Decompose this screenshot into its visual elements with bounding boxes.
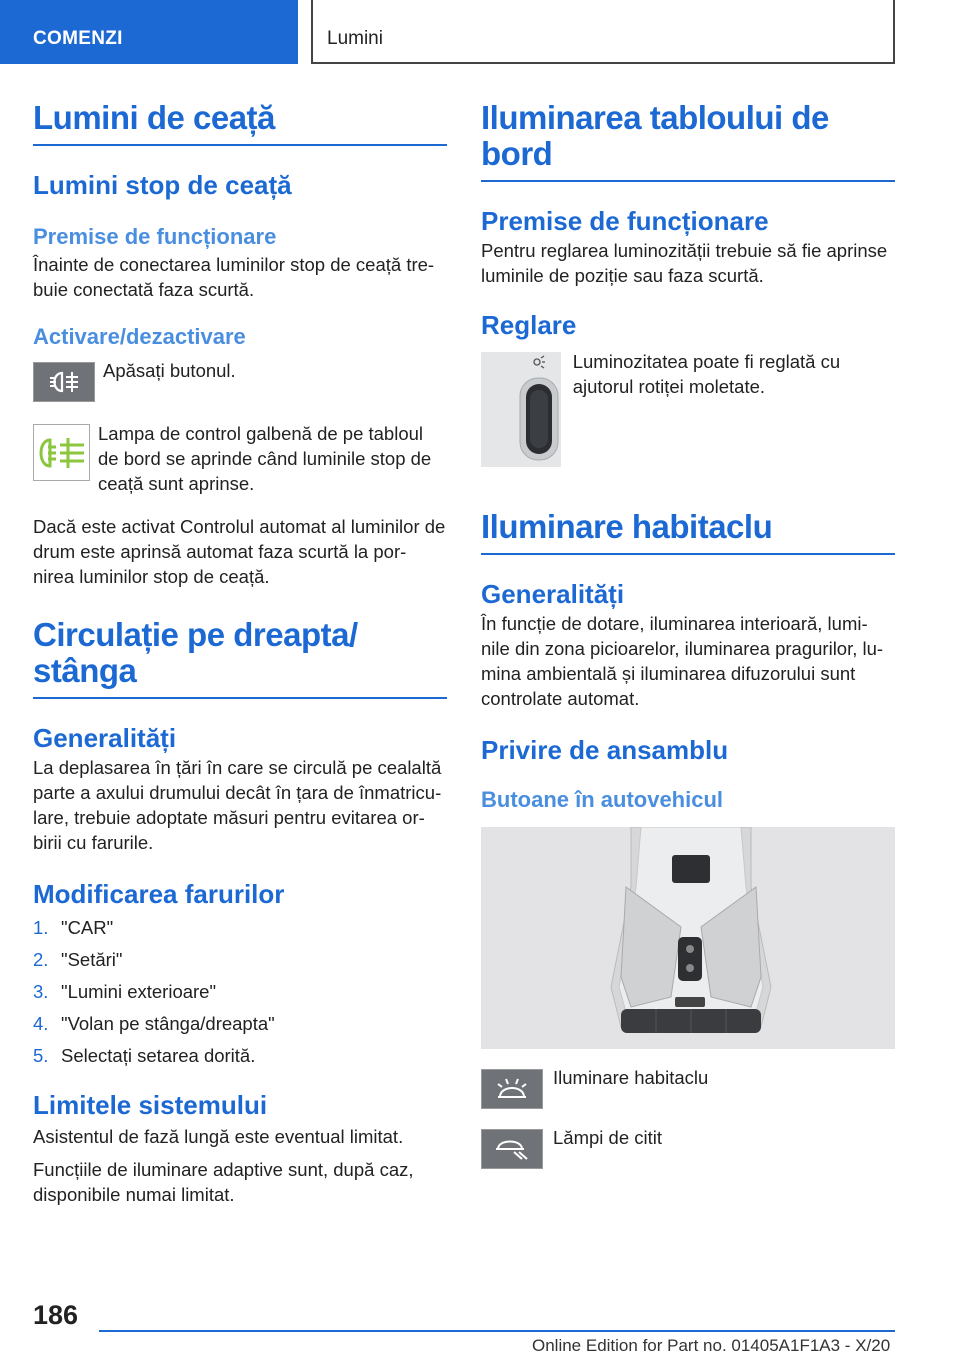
list-item: 4. "Volan pe stânga/dreapta" [33,1013,275,1034]
roof-console-image [481,827,895,1049]
fog-light-icon [33,362,95,402]
page-number: 186 [33,1300,79,1330]
interior-light-label: Iluminare habitaclu [553,1067,709,1088]
activation-heading: Activare/dezactivare [33,324,246,349]
left-column [33,100,447,1207]
general-heading-right: Generalități [481,579,625,609]
list-item: 5. Selectați setarea dorită. [33,1045,256,1066]
fog-button-row [33,362,447,402]
prereq-heading: Premise de funcționare [33,224,277,249]
chapter-box [311,0,895,64]
section-tab [0,0,298,64]
auto-light-text: Dacă este activat Controlul automat al luminilor de drum este aprinsă automat faza scurtă la por‐nirea luminilor stop de ceață. [33,516,446,587]
adjust-text: Luminozitatea poate fi reglată cu ajutorul rotiței moletate. [572,351,841,397]
right-column [481,100,895,1169]
dashboard-lighting-heading: Iluminarea tabloului de bord [481,100,895,182]
section-label: COMENZI [33,28,123,49]
list-item: 1. "CAR" [33,917,114,938]
traffic-side-heading: Circulație pe dreapta/ stânga [33,617,447,699]
reading-light-row [481,1129,895,1169]
dimmer-wheel-icon [481,352,561,467]
chapter-label: Lumini [327,28,383,49]
limits-text-2: Funcțiile de iluminare adaptive sunt, după caz, disponibile numai limitat. [33,1159,414,1205]
fog-lights-heading: Lumini de ceață [33,100,447,146]
prereq-text-right: Pentru reglarea luminozității trebuie să fie aprinse luminile de poziție sau faza scurtă. [481,240,888,286]
fog-indicator-icon [33,424,90,481]
interior-light-row [481,1069,895,1109]
general-heading: Generalități [33,723,177,753]
headlight-change-heading: Modificarea farurilor [33,879,285,909]
press-button-text: Apăsați butonul. [103,360,236,381]
interior-lighting-heading: Iluminare habitaclu [481,509,895,555]
list-item: 2. "Setări" [33,949,123,970]
footer-divider [99,1330,895,1332]
overview-heading: Privire de ansamblu [481,735,729,765]
rear-fog-heading: Lumini stop de ceață [33,170,292,200]
general-text: La deplasarea în țări în care se circulă pe cealaltă parte a axului drumului decât în țara de înmatricu‐lare, trebuie adoptate măsuri pentru evitarea or‐birii cu farurile. [33,757,442,853]
prereq-heading-right: Premise de funcționare [481,206,769,236]
indicator-row [33,424,447,496]
adjust-heading: Reglare [481,310,577,340]
limits-text-1: Asistentul de fază lungă este eventual limitat. [33,1126,404,1147]
buttons-heading: Butoane în autovehicul [481,787,724,812]
list-item: 3. "Lumini exterioare" [33,981,217,1002]
steps-list [33,915,447,1068]
general-text-right: În funcție de dotare, iluminarea interioară, lumi‐nile din zona picioarelor, iluminarea pragurilor, lu‐mina ambientală și iluminarea difuzorului sunt controlate automat. [481,613,884,709]
edition-text: Online Edition for Part no. 01405A1F1A3 - X/20 [532,1336,891,1355]
interior-light-icon [481,1069,543,1109]
prereq-text: Înainte de conectarea luminilor stop de ceață tre‐buie conectată faza scurtă. [33,254,435,300]
reading-light-label: Lămpi de citit [553,1127,662,1148]
indicator-text: Lampa de control galbenă de pe tabloul de bord se aprinde când luminile stop de ceață sunt aprinse. [98,423,432,494]
reading-light-icon [481,1129,543,1169]
limits-heading: Limitele sistemului [33,1090,268,1120]
adjust-row [481,352,895,467]
